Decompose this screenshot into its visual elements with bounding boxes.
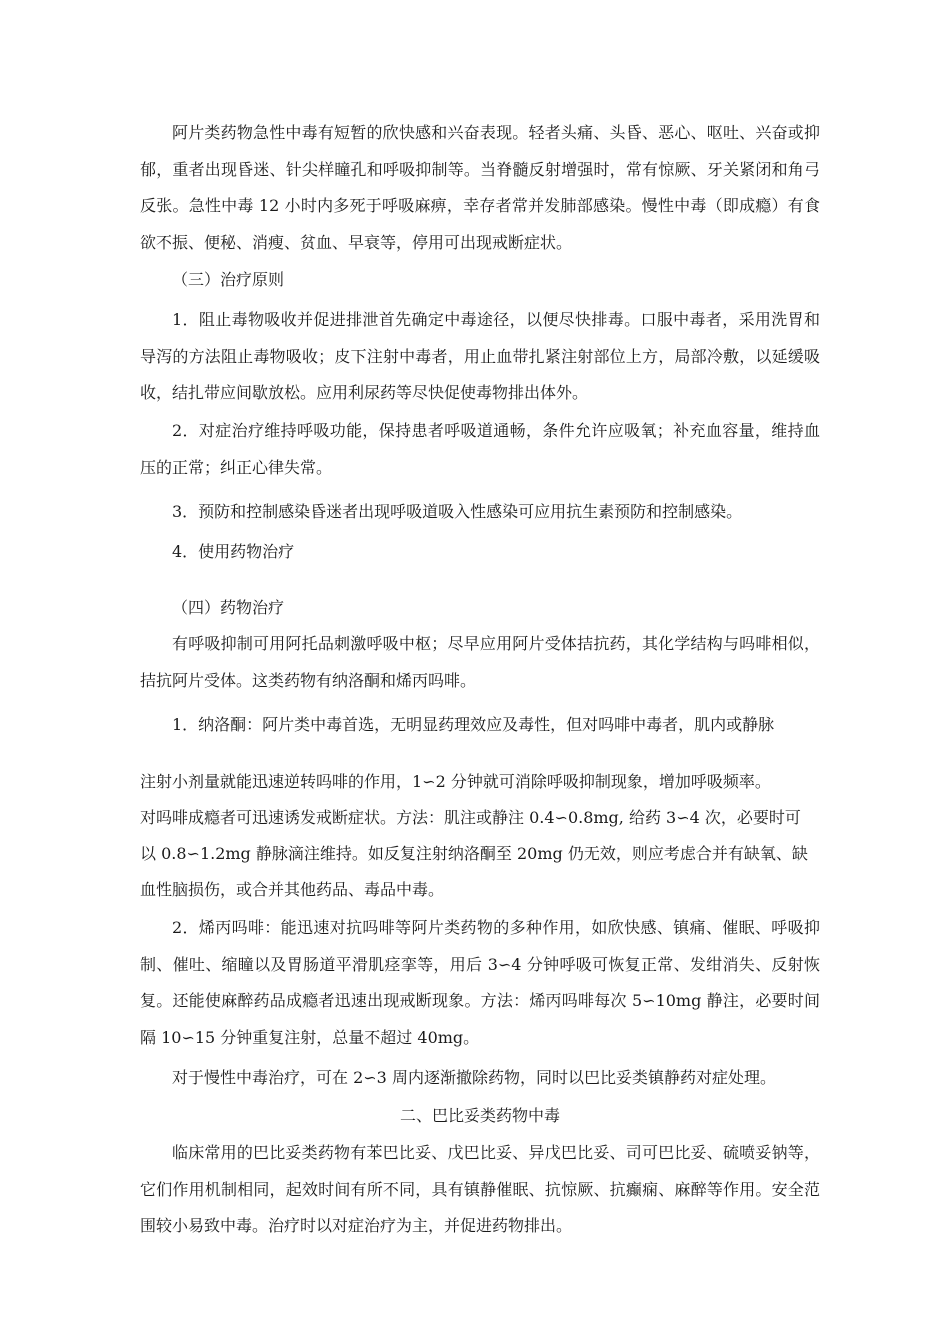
paragraph-treatment-3: 3．预防和控制感染昏迷者出现呼吸道吸入性感染可应用抗生素预防和控制感染。: [172, 502, 743, 521]
naloxone-line-4: 以 0.8∽1.2mg 静脉滴注维持。如反复注射纳洛酮至 20mg 仍无效，则应考虑合并有缺氧、缺: [140, 844, 808, 863]
paragraph-chronic-treatment: 对于慢性中毒治疗，可在 2∽3 周内逐渐撤除药物，同时以巴比妥类镇静药对症处理。: [172, 1068, 776, 1087]
naloxone-line-2: 注射小剂量就能迅速逆转吗啡的作用，1∽2 分钟就可消除呼吸抑制现象，增加呼吸频率。: [140, 772, 771, 791]
paragraph-drug-intro: 有呼吸抑制可用阿托品刺激呼吸中枢；尽早应用阿片受体拮抗药，其化学结构与吗啡相似，拮抗阿片受体。这类药物有纳洛酮和烯丙吗啡。: [140, 634, 820, 690]
naloxone-line-5: 血性脑损伤，或合并其他药品、毒品中毒。: [140, 880, 445, 899]
naloxone-line-3: 对吗啡成瘾者可迅速诱发戒断症状。方法：肌注或静注 0.4∽0.8mg, 给药 3∽4 次，必要时可: [140, 808, 801, 827]
paragraph-barbiturate: 临床常用的巴比妥类药物有苯巴比妥、戊巴比妥、异戊巴比妥、司可巴比妥、硫喷妥钠等，它们作用机制相同，起效时间有所不同，具有镇静催眠、抗惊厥、抗癫痫、麻醉等作用。安全范围较小易致中毒。治疗时以对症治疗为主，并促进药物排出。: [140, 1143, 820, 1235]
paragraph-treatment-2: 2．对症治疗维持呼吸功能，保持患者呼吸道通畅，条件允许应吸氧；补充血容量，维持血压的正常；纠正心律失常。: [140, 421, 820, 477]
naloxone-line-1: 1．纳洛酮：阿片类中毒首选，无明显药理效应及毒性，但对吗啡中毒者，肌内或静脉: [172, 715, 775, 734]
paragraph-acute-symptoms: 阿片类药物急性中毒有短暂的欣快感和兴奋表现。轻者头痛、头昏、恶心、呕吐、兴奋或抑郁，重者出现昏迷、针尖样瞳孔和呼吸抑制等。当脊髓反射增强时，常有惊厥、牙关紧闭和角弓反张。急性中毒 12 小时内多死于呼吸麻痹，幸存者常并发肺部感染。慢性中毒（即成瘾）有食欲不振、便秘、消瘦、贫血、早衰等，停用可出现戒断症状。: [140, 123, 820, 252]
paragraph-treatment-1: 1．阻止毒物吸收并促进排泄首先确定中毒途径，以便尽快排毒。口服中毒者，采用洗胃和导泻的方法阻止毒物吸收；皮下注射中毒者，用止血带扎紧注射部位上方，局部冷敷，以延缓吸收，结扎带应间歇放松。应用利尿药等尽快促使毒物排出体外。: [140, 310, 820, 402]
paragraph-nalorphine: 2．烯丙吗啡：能迅速对抗吗啡等阿片类药物的多种作用，如欣快感、镇痛、催眠、呼吸抑制、催吐、缩瞳以及胃肠道平滑肌痉挛等，用后 3∽4 分钟呼吸可恢复正常、发绀消失、反射恢复。还能使麻醉药品成瘾者迅速出现戒断现象。方法：烯丙吗啡每次 5∽10mg 静注，必要时间隔 10∽15 分钟重复注射，总量不超过 40mg。: [140, 918, 820, 1047]
heading-drug-treatment: （四）药物治疗: [172, 598, 285, 617]
heading-treatment-principles: （三）治疗原则: [172, 270, 285, 289]
section-heading-barbiturate: 二、巴比妥类药物中毒: [399, 1106, 560, 1125]
paragraph-treatment-4: 4．使用药物治疗: [172, 542, 295, 561]
